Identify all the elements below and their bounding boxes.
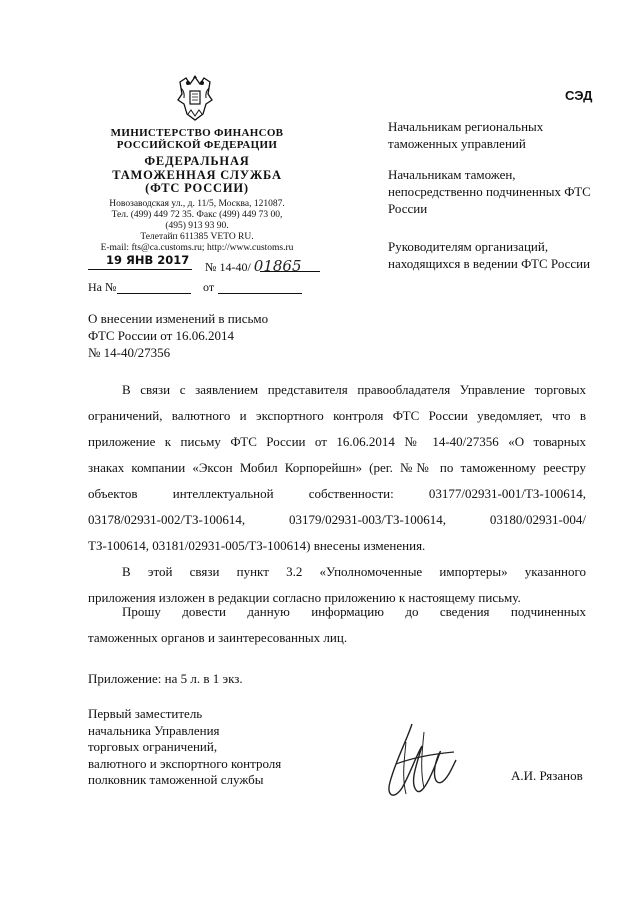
ref-from-line xyxy=(218,280,302,294)
address-line: Новозаводская ул., д. 11/5, Москва, 121087. xyxy=(109,199,285,209)
registration-date: 19 ЯНВ 2017 xyxy=(106,253,190,267)
handwritten-number: 01865 xyxy=(253,257,302,275)
body-paragraph-3 xyxy=(88,599,586,651)
attachment-note: Приложение: на 5 л. в 1 экз. xyxy=(88,671,243,686)
body-line: таможенных органов и заинтересованных лиц. xyxy=(88,630,348,645)
service-line: ФЕДЕРАЛЬНАЯ xyxy=(144,154,250,168)
body-line: 03178/02931-002/ТЗ-100614, 03179/02931-003/ТЗ-100614, 03180/02931-004/ xyxy=(88,512,586,527)
address-line: Тел. (499) 449 72 35. Факс (499) 449 73 00, xyxy=(111,210,283,220)
subject-line: ФТС России от 16.06.2014 xyxy=(88,328,235,343)
body-line: ТЗ-100614, 03181/02931-005/ТЗ-100614) внесены изменения. xyxy=(88,538,426,553)
body-line: Прошу довести данную информацию до сведения подчиненных xyxy=(122,604,586,619)
service-line: ТАМОЖЕННАЯ СЛУЖБА xyxy=(112,167,282,182)
service-line: (ФТС РОССИИ) xyxy=(145,181,249,195)
sed-stamp: СЭД xyxy=(565,88,593,103)
signatory-line: торговых ограничений, xyxy=(88,739,218,754)
handwritten-signature-icon xyxy=(376,712,468,808)
body-line: В этой связи пункт 3.2 «Уполномоченные импортеры» указанного xyxy=(122,564,586,579)
signatory-line: валютного и экспортного контроля xyxy=(88,755,282,771)
subject-line: О внесении изменений в письмо xyxy=(88,311,269,326)
body-line: ограничений, валютного и экспортного контроля ФТС России уведомляет, что в xyxy=(88,408,586,423)
signatory-line: начальника Управления xyxy=(88,722,220,738)
service-name xyxy=(95,155,299,196)
signatory-line: полковник таможенной службы xyxy=(88,772,264,787)
ref-from-label: от xyxy=(203,280,215,294)
ref-label: На № xyxy=(88,280,117,294)
ministry-line: РОССИЙСКОЙ ФЕДЕРАЦИИ xyxy=(116,139,278,151)
addressee: Руководителям организаций, находящихся в ведении ФТС России xyxy=(388,239,591,271)
body-line: В связи с заявлением представителя правообладателя Управление торговых xyxy=(122,382,586,397)
body-paragraph-1 xyxy=(88,377,586,559)
date-line xyxy=(88,253,192,270)
ministry-line: МИНИСТЕРСТВО ФИНАНСОВ xyxy=(110,127,284,139)
body-line: объектов интеллектуальной собственности: 03177/02931-001/ТЗ-100614, xyxy=(88,486,586,501)
ref-line xyxy=(117,280,191,294)
signatory-title xyxy=(88,706,338,789)
number-prefix: № 14-40/ xyxy=(205,260,251,274)
body-line: приложения изложен в редакции согласно приложению к настоящему письму. xyxy=(88,590,521,605)
russian-coat-of-arms-icon xyxy=(176,74,214,122)
number-line xyxy=(260,258,320,272)
address-line: E-mail: fts@ca.customs.ru; http://www.customs.ru xyxy=(100,243,294,253)
body-line: знаках компании «Эксон Мобил Корпорейшн» (рег. №№ по таможенному реестру xyxy=(88,460,586,475)
signatory-line: Первый заместитель xyxy=(88,706,203,721)
subject-line: № 14-40/27356 xyxy=(88,345,171,360)
letter-subject xyxy=(88,310,348,361)
address-line: (495) 913 93 90. xyxy=(165,221,229,231)
body-line: приложение к письму ФТС России от 16.06.2014 № 14-40/27356 «О товарных xyxy=(88,434,586,449)
addressee: Начальникам таможен, непосредственно подчиненных ФТС России xyxy=(388,167,591,216)
address-block xyxy=(95,199,299,254)
addressee: Начальникам региональных таможенных управлений xyxy=(388,119,544,151)
address-line: Телетайп 611385 VETO RU. xyxy=(140,232,254,242)
signatory-name: А.И. Рязанов xyxy=(511,768,583,783)
ministry-name xyxy=(95,127,299,151)
